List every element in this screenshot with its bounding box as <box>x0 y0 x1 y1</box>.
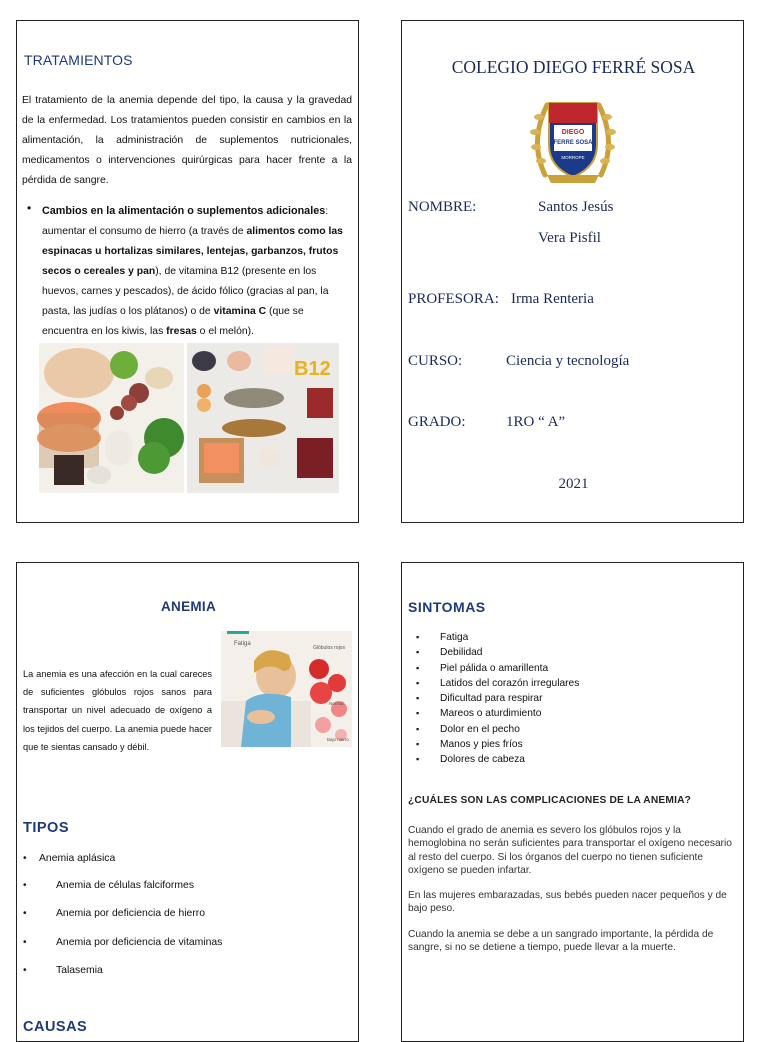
anemia-paragraph: La anemia es una afección en la cual careces de suficientes glóbulos rojos sanos para transportar un nivel adecuado de oxígeno a los tejidos del cuerpo. La anemia puede hacer que te sientas cansado y débil. <box>23 669 212 752</box>
tratamientos-paragraph: El tratamiento de la anemia depende del tipo, la causa y la gravedad de la enfermedad. Los tratamientos pueden consistir en cambios en la alimentación, la administración de suplementos nutricionales, medicamentos o intervenciones quirúrgicas para hacer frente a la pérdida de sangre. <box>22 95 352 186</box>
panel-anemia <box>16 562 359 1042</box>
complicaciones-title: ¿CUÁLES SON LAS COMPLICACIONES DE LA ANEMIA? <box>408 795 692 806</box>
bullet-icon: • <box>27 201 32 215</box>
bullet-text-4: o el melón). <box>196 326 254 337</box>
crest-text-bot: MORROPE <box>561 155 585 160</box>
b12-label: B12 <box>294 358 331 380</box>
tipo-item-5: Talasemia <box>56 965 103 976</box>
anemia-title: ANEMIA <box>160 599 217 614</box>
profesora-value: Irma Renteria <box>511 291 594 307</box>
img-label-fatiga: Fatiga <box>234 641 251 647</box>
sintoma-item: ▪ Dificultad para respirar <box>416 691 579 706</box>
sintoma-item: ▪ Piel pálida o amarillenta <box>416 661 579 676</box>
sintomas-list <box>416 630 579 768</box>
bullet-icon: • <box>23 965 27 976</box>
bullet-icon: • <box>23 880 27 891</box>
tipo-item-3: Anemia por deficiencia de hierro <box>56 908 206 919</box>
nombre-value-2: Vera Pisfil <box>538 230 601 246</box>
panel-sintomas <box>401 562 744 1042</box>
sintoma-item: ▪ Debilidad <box>416 645 579 660</box>
img-label-normal: Normal <box>329 701 344 706</box>
sintoma-item: ▪ Fatiga <box>416 630 579 645</box>
causas-title: CAUSAS <box>23 1019 88 1035</box>
tipo-item-2: Anemia de células falciformes <box>56 880 195 891</box>
bullet-text-2: ), de vitamina B12 (presente en los huevos, carnes y pescados), de ácido fólico (gracias al pan, la pasta, las judías o los plátanos) o de <box>42 266 329 317</box>
bullet-bold-3: fresas <box>166 326 197 337</box>
sintoma-item: ▪ Dolor en el pecho <box>416 722 579 737</box>
img-label-globulos: Glóbulos rojos <box>313 645 345 651</box>
grado-label: GRADO: <box>408 414 466 430</box>
sintoma-item: ▪ Manos y pies fríos <box>416 737 579 752</box>
panel-tratamientos <box>16 20 359 523</box>
bullet-icon: • <box>23 937 27 948</box>
nombre-value-1: Santos Jesús <box>538 199 614 215</box>
tipos-title: TIPOS <box>23 820 70 836</box>
year: 2021 <box>558 476 589 492</box>
school-crest-logo <box>527 87 619 189</box>
nombre-label: NOMBRE: <box>408 199 477 215</box>
img-label-bajo: Bajo hierro <box>327 737 349 742</box>
curso-value: Ciencia y tecnología <box>506 353 630 369</box>
food-photo <box>39 343 339 493</box>
sintoma-item: ▪ Dolores de cabeza <box>416 752 579 767</box>
grado-value: 1RO “ A” <box>506 414 566 430</box>
sintoma-item: ▪ Latidos del corazón irregulares <box>416 676 579 691</box>
tipo-item-1: Anemia aplásica <box>39 853 116 864</box>
bullet-icon: • <box>23 908 27 919</box>
bullet-text-1: : aumentar el consumo de hierro (a través de <box>42 206 329 237</box>
sintomas-title: SINTOMAS <box>408 599 486 615</box>
bullet-bold-lead: Cambios en la alimentación o suplementos adicionales <box>42 205 326 217</box>
bullet-bold-1: alimentos como las espinacas u hortalizas similares, lentejas, garbanzos, frutos secos o cereales y pan <box>42 226 343 277</box>
complicaciones-paragraph-2: En las mujeres embarazadas, sus bebés pueden nacer pequeños y de bajo peso. <box>408 890 727 915</box>
tratamientos-title: TRATAMIENTOS <box>24 52 133 68</box>
bullet-text-3: (que se encuentra en los kiwis, las <box>42 306 304 337</box>
bullet-bold-2: vitamina C <box>213 306 267 317</box>
bullet-icon: • <box>23 853 27 864</box>
crest-text-mid: FERRE SOSA <box>553 140 593 146</box>
sintoma-item: ▪ Mareos o aturdimiento <box>416 706 579 721</box>
panel-cover <box>401 20 744 523</box>
profesora-label: PROFESORA: <box>408 291 499 307</box>
anemia-photo <box>221 631 352 747</box>
complicaciones-paragraph-3: Cuando la anemia se debe a un sangrado importante, la pérdida de sangre, si no se detiene a tiempo, puede llevar a la muerte. <box>408 929 714 954</box>
tratamientos-bullet <box>42 201 352 342</box>
complicaciones-paragraph-1: Cuando el grado de anemia es severo los glóbulos rojos y la hemoglobina no serán suficientes para transportar el oxígeno necesario al resto del cuerpo. Si los órganos del cuerpo no tienen suficiente oxígeno se pueden infartar. <box>408 825 732 877</box>
school-name: COLEGIO DIEGO FERRÉ SOSA <box>451 57 696 77</box>
tipo-item-4: Anemia por deficiencia de vitaminas <box>56 937 223 948</box>
curso-label: CURSO: <box>408 353 463 369</box>
crest-text-top: DIEGO <box>561 129 585 136</box>
